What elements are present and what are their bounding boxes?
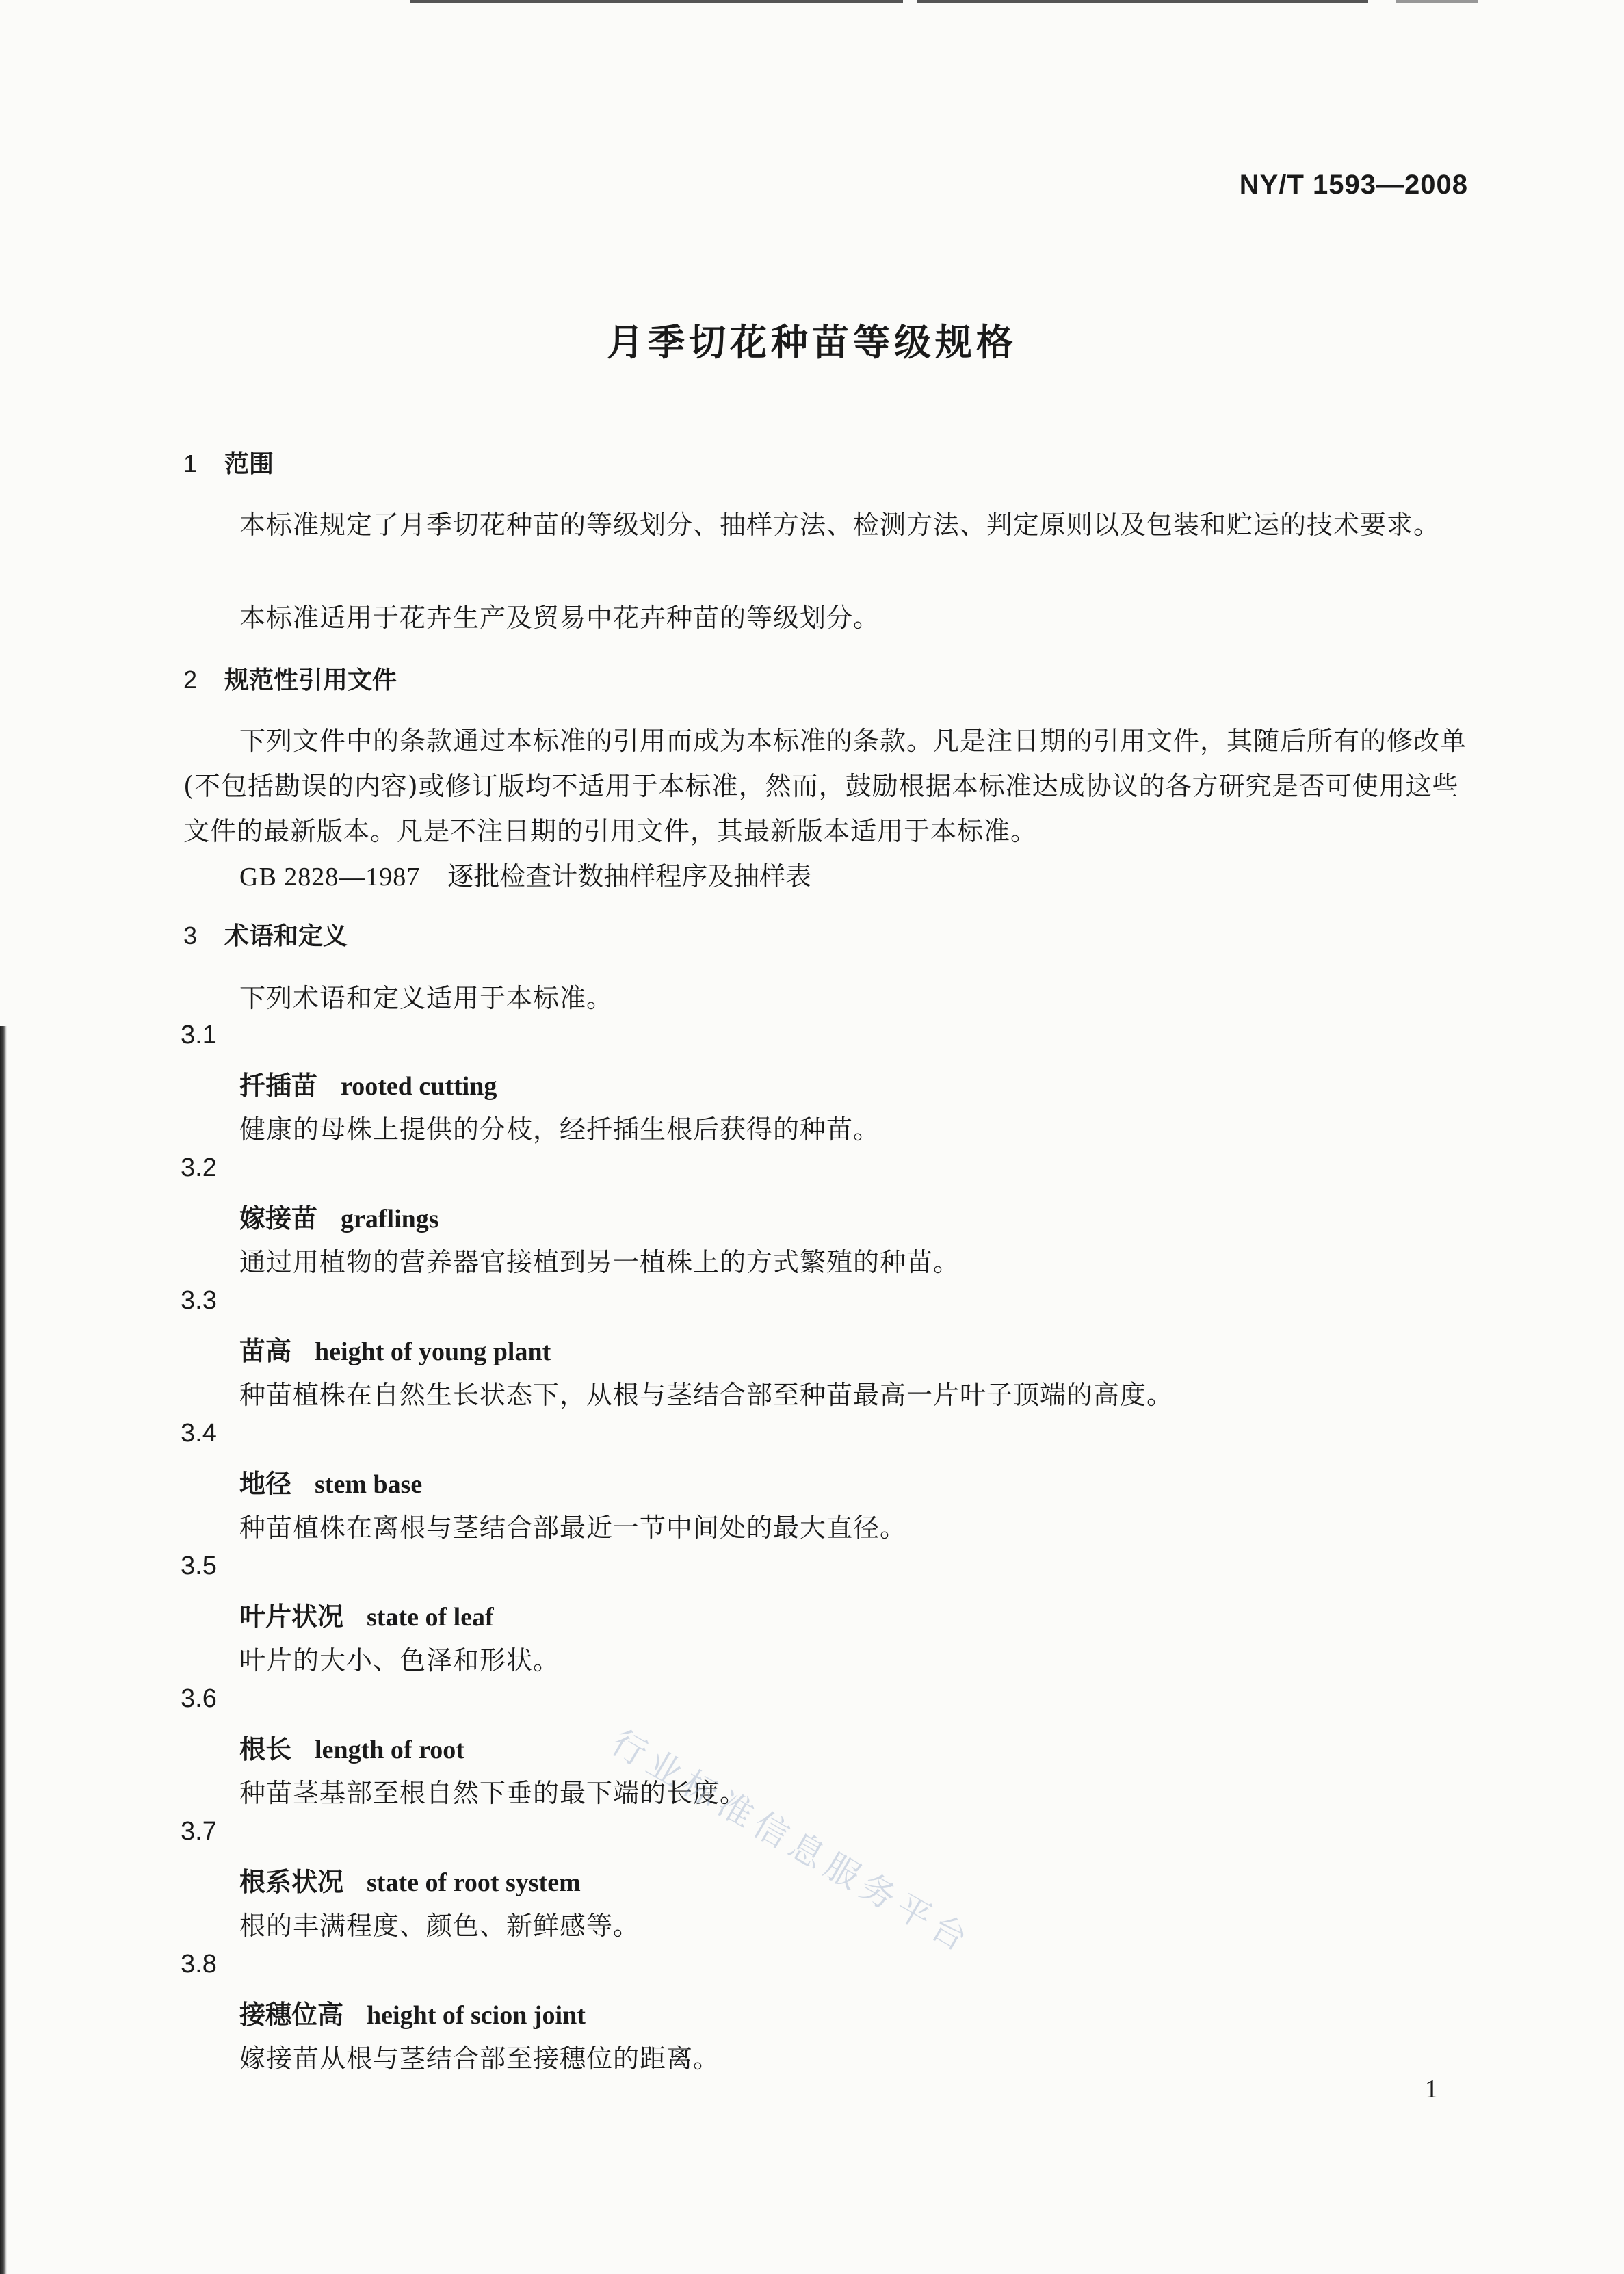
term-english: length of root	[315, 1736, 464, 1764]
term-chinese: 地径	[239, 1469, 292, 1499]
scan-top-rule	[410, 0, 903, 3]
term-definition: 通过用植物的营养器官接植到另一植株上的方式繁殖的种苗。	[239, 1247, 960, 1277]
normative-reference	[239, 855, 811, 893]
section-title: 术语和定义	[224, 922, 348, 950]
term-chinese: 苗高	[239, 1336, 292, 1366]
watermark-text: 行业标准信息服务平台	[604, 1722, 980, 1962]
term-number: 3.4	[181, 1419, 217, 1448]
term-number: 3.6	[181, 1684, 217, 1713]
term-chinese: 根长	[239, 1734, 292, 1764]
term-english: stem base	[315, 1470, 423, 1499]
term-heading	[239, 1861, 581, 1898]
term-definition: 种苗植株在自然生长状态下，从根与茎结合部至种苗最高一片叶子顶端的高度。	[239, 1380, 1174, 1410]
section-number: 3	[183, 922, 198, 950]
section-1-paragraph-2: 本标准适用于花卉生产及贸易中花卉种苗的等级划分。	[239, 603, 880, 633]
term-english: height of scion joint	[367, 2001, 586, 2030]
section-title: 规范性引用文件	[224, 666, 397, 694]
term-chinese: 扦插苗	[239, 1071, 318, 1101]
section-title: 范围	[224, 450, 274, 478]
term-definition: 健康的母株上提供的分枝，经扦插生根后获得的种苗。	[239, 1114, 880, 1145]
term-english: graflings	[341, 1205, 439, 1233]
term-heading	[239, 1064, 497, 1102]
term-number: 3.5	[181, 1552, 217, 1580]
term-chinese: 叶片状况	[239, 1602, 344, 1632]
term-heading	[239, 1595, 494, 1633]
term-english: height of young plant	[315, 1337, 551, 1366]
term-definition: 根的丰满程度、颜色、新鲜感等。	[239, 1911, 640, 1941]
section-number: 2	[183, 666, 198, 694]
term-heading	[239, 1330, 551, 1368]
term-heading	[239, 1994, 586, 2031]
term-definition: 叶片的大小、色泽和形状。	[239, 1645, 560, 1675]
section-number: 1	[183, 449, 198, 478]
scan-binding-edge	[0, 1026, 7, 2274]
term-english: state of leaf	[367, 1603, 494, 1632]
section-1-heading	[183, 445, 274, 480]
section-3-intro: 下列术语和定义适用于本标准。	[239, 983, 614, 1013]
document-title: 月季切花种苗等级规格	[607, 321, 1017, 364]
scan-top-rule	[1396, 0, 1478, 3]
section-2-heading	[183, 661, 397, 696]
term-number: 3.2	[181, 1153, 217, 1182]
term-number: 3.3	[181, 1286, 217, 1315]
term-chinese: 接穗位高	[239, 2000, 344, 2030]
term-english: state of root system	[367, 1868, 581, 1897]
section-1-paragraph-1: 本标准规定了月季切花种苗的等级划分、抽样方法、检测方法、判定原则以及包装和贮运的技术要求。	[239, 510, 1441, 540]
term-definition: 种苗茎基部至根自然下垂的最下端的长度。	[239, 1778, 747, 1808]
page-number: 1	[1425, 2075, 1438, 2104]
term-heading	[239, 1197, 439, 1235]
term-english: rooted cutting	[341, 1072, 497, 1101]
section-3-heading	[183, 917, 348, 952]
reference-code: GB 2828—1987	[239, 863, 421, 891]
term-definition: 种苗植株在离根与茎结合部最近一节中间处的最大直径。	[239, 1513, 907, 1543]
section-2-paragraph-1: 下列文件中的条款通过本标准的引用而成为本标准的条款。凡是注日期的引用文件，其随后所有的修改单(不包括勘误的内容)或修订版均不适用于本标准，然而，鼓励根据本标准达成协议的各方研究是否可使用这些文件的最新版本。凡是不注日期的引用文件，其最新版本适用于本标准。	[183, 726, 1467, 846]
document-code: NY/T 1593—2008	[1239, 170, 1468, 200]
term-definition: 嫁接苗从根与茎结合部至接穗位的距离。	[239, 2043, 720, 2074]
term-heading	[239, 1463, 422, 1500]
term-heading	[239, 1728, 464, 1766]
term-chinese: 嫁接苗	[239, 1203, 318, 1233]
term-number: 3.1	[181, 1021, 217, 1049]
term-number: 3.8	[181, 1950, 217, 1978]
term-number: 3.7	[181, 1817, 217, 1846]
term-chinese: 根系状况	[239, 1867, 344, 1897]
reference-title: 逐批检查计数抽样程序及抽样表	[447, 861, 812, 891]
scan-top-rule	[917, 0, 1368, 3]
